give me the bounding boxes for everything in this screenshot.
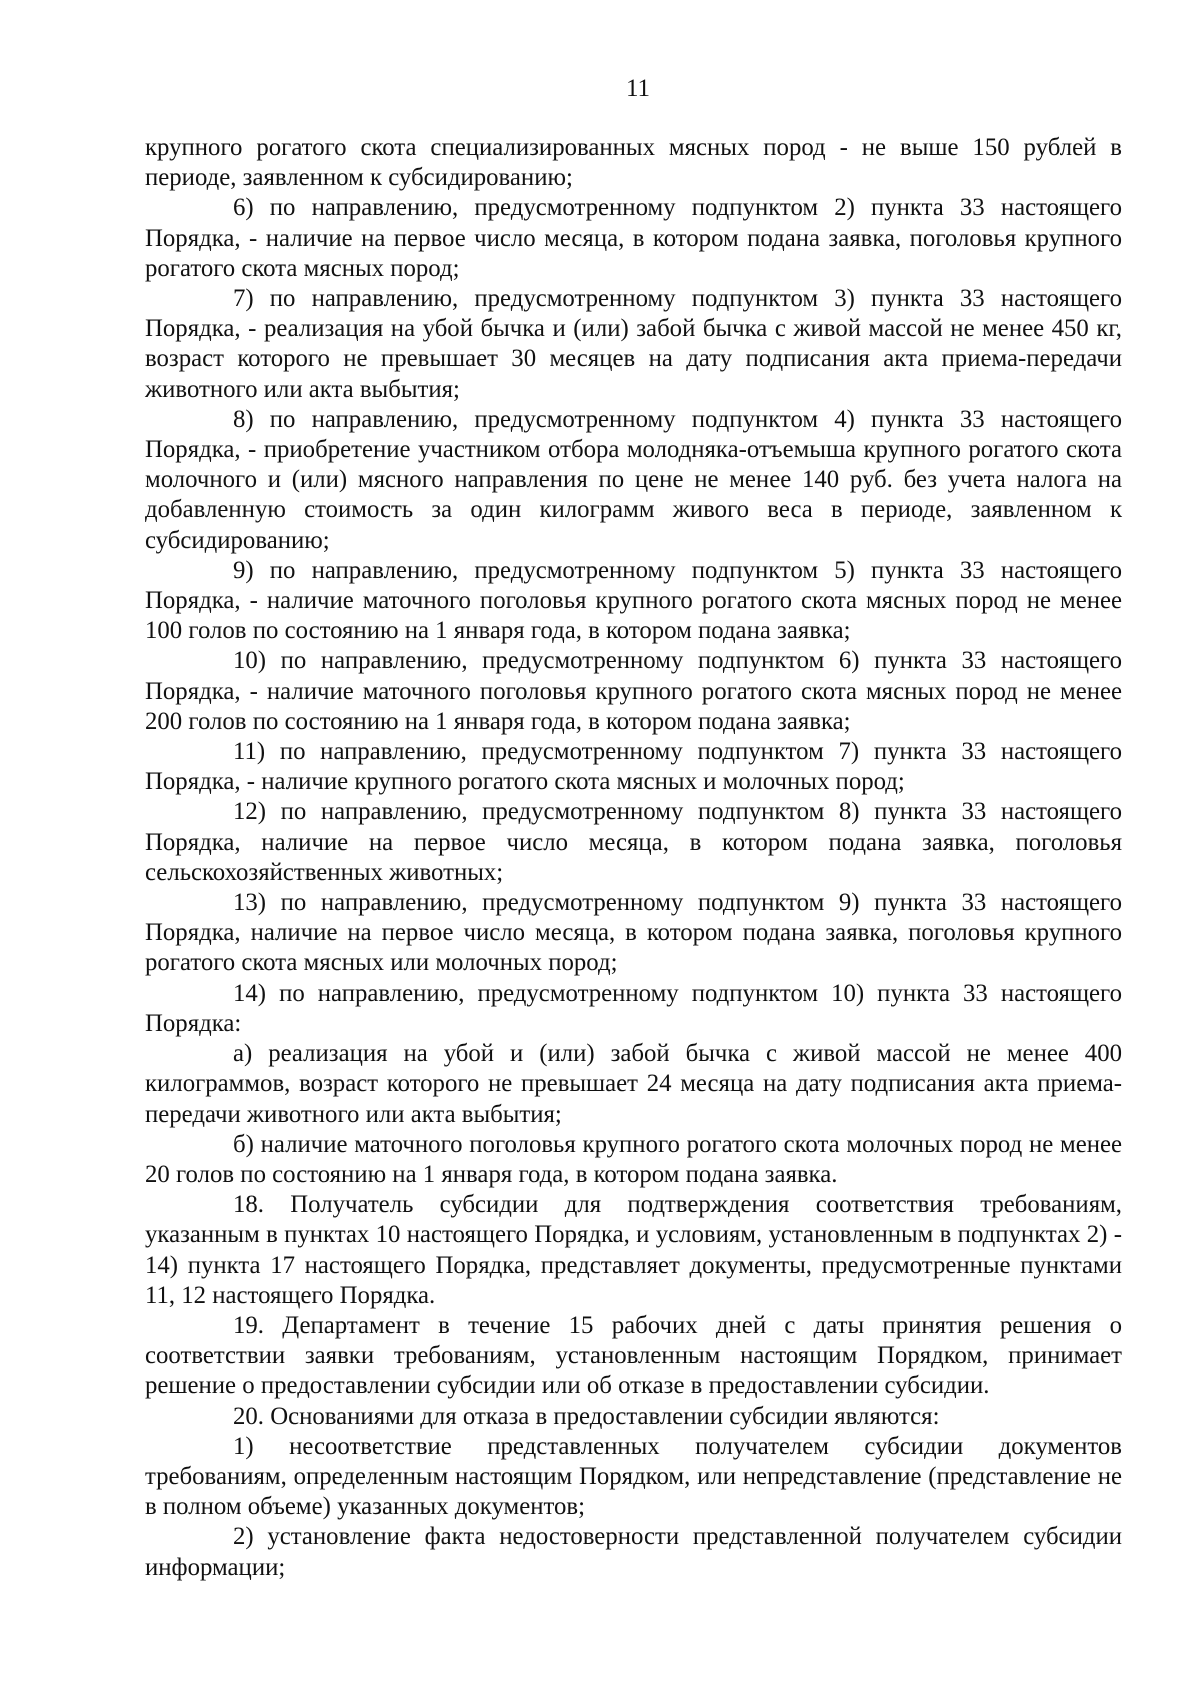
paragraph: 12) по направлению, предусмотренному подпунктом 8) пункта 33 настоящего Порядка, наличие на первое число месяца, в котором подана заявка, поголовья сельскохозяйственных животных;	[145, 798, 1122, 886]
document-body	[145, 133, 1122, 1583]
paragraph: 13) по направлению, предусмотренному подпунктом 9) пункта 33 настоящего Порядка, наличие на первое число месяца, в котором подана заявка, поголовья крупного рогатого скота мясных или молочных пород;	[145, 889, 1122, 977]
paragraph: 9) по направлению, предусмотренному подпунктом 5) пункта 33 настоящего Порядка, - наличие маточного поголовья крупного рогатого скота мясных пород не менее 100 голов по состоянию на 1 января года, в котором подана заявка;	[145, 556, 1122, 645]
paragraph: 14) по направлению, предусмотренному подпунктом 10) пункта 33 настоящего Порядка:	[145, 979, 1122, 1037]
page-number: 11	[625, 75, 651, 102]
paragraph: крупного рогатого скота специализированных мясных пород - не выше 150 рублей в периоде, заявленном к субсидированию;	[145, 134, 1122, 192]
paragraph: 7) по направлению, предусмотренному подпунктом 3) пункта 33 настоящего Порядка, - реализация на убой бычка и (или) забой бычка с живой массой не менее 450 кг, возраст которого не превышает 30 месяцев на дату подписания акта приема-передачи животного или акта выбытия;	[145, 285, 1122, 403]
paragraph: б) наличие маточного поголовья крупного рогатого скота молочных пород не менее 20 голов по состоянию на 1 января года, в котором подана заявка.	[145, 1130, 1122, 1188]
paragraph: 2) установление факта недостоверности представленной получателем субсидии информации;	[145, 1523, 1122, 1581]
paragraph: 6) по направлению, предусмотренному подпунктом 2) пункта 33 настоящего Порядка, - наличие на первое число месяца, в котором подана заявка, поголовья крупного рогатого скота мясных пород;	[145, 194, 1122, 282]
paragraph: а) реализация на убой и (или) забой бычка с живой массой не менее 400 килограммов, возраст которого не превышает 24 месяца на дату подписания акта приема-передачи животного или акта выбытия;	[145, 1040, 1122, 1128]
paragraph: 1) несоответствие представленных получателем субсидии документов требованиям, определенным настоящим Порядком, или непредставление (представление не в полном объеме) указанных документов;	[145, 1432, 1122, 1521]
paragraph: 8) по направлению, предусмотренному подпунктом 4) пункта 33 настоящего Порядка, - приобретение участником отбора молодняка-отъемыша крупного рогатого скота молочного и (или) мясного направления по цене не менее 140 руб. без учета налога на добавленную стоимость за один килограмм живого веса в периоде, заявленном к субсидированию;	[145, 405, 1122, 554]
paragraph: 19. Департамент в течение 15 рабочих дней с даты принятия решения о соответствии заявки требованиям, установленным настоящим Порядком, принимает решение о предоставлении субсидии или об отказе в предоставлении субсидии.	[145, 1311, 1122, 1400]
paragraph: 10) по направлению, предусмотренному подпунктом 6) пункта 33 настоящего Порядка, - наличие маточного поголовья крупного рогатого скота мясных пород не менее 200 голов по состоянию на 1 января года, в котором подана заявка;	[145, 647, 1122, 735]
paragraph: 20. Основаниями для отказа в предоставлении субсидии являются:	[233, 1402, 940, 1430]
paragraph: 11) по направлению, предусмотренному подпунктом 7) пункта 33 настоящего Порядка, - наличие крупного рогатого скота мясных и молочных пород;	[145, 738, 1122, 796]
paragraph: 18. Получатель субсидии для подтверждения соответствия требованиям, указанным в пунктах 10 настоящего Порядка, и условиям, установленным в подпунктах 2) - 14) пункта 17 настоящего Порядка, представляет документы, предусмотренные пунктами 11, 12 настоящего Порядка.	[145, 1191, 1122, 1309]
